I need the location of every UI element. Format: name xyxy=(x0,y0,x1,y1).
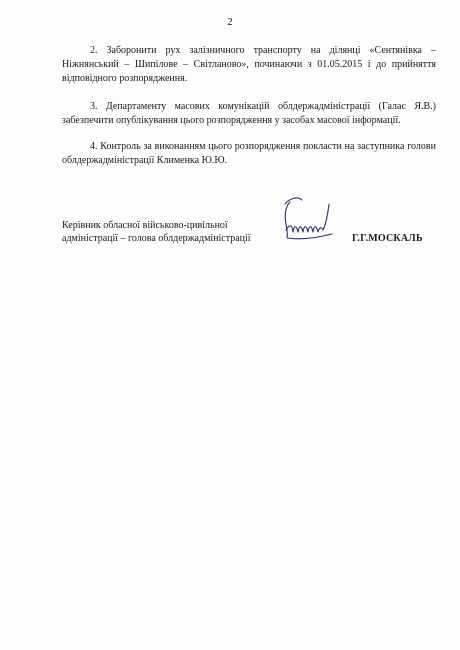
paragraph-2-text: 2. Заборонити рух залізничного транспорту на ділянці «Сентянівка – Ніжнянський – Шипілове – Світланово», починаючи з 01.05.2015 і до прийняття відповідного розпорядження. xyxy=(62,45,436,84)
signatory-position-line-2: адміністрації – голова облдержадміністрації xyxy=(62,233,251,244)
page-number: 2 xyxy=(227,17,233,28)
paragraph-4 xyxy=(62,140,436,168)
signatory-name: Г.Г.МОСКАЛЬ xyxy=(352,233,423,244)
paragraph-2 xyxy=(62,44,436,86)
paragraph-3 xyxy=(62,100,436,128)
paragraph-3-text: 3. Департаменту масових комунікацій облдержадміністрації (Галас Я.В.) забезпечити опублікування цього розпорядження у засобах масової інформації. xyxy=(62,101,436,126)
handwritten-signature xyxy=(276,194,340,248)
paragraph-4-text: 4. Контроль за виконанням цього розпорядження покласти на заступника голови облдержадміністрації Клименка Ю.Ю. xyxy=(62,141,436,166)
signatory-position-line-1: Керівник обласної військово-цивільної xyxy=(62,220,228,231)
signatory-position xyxy=(62,219,251,245)
